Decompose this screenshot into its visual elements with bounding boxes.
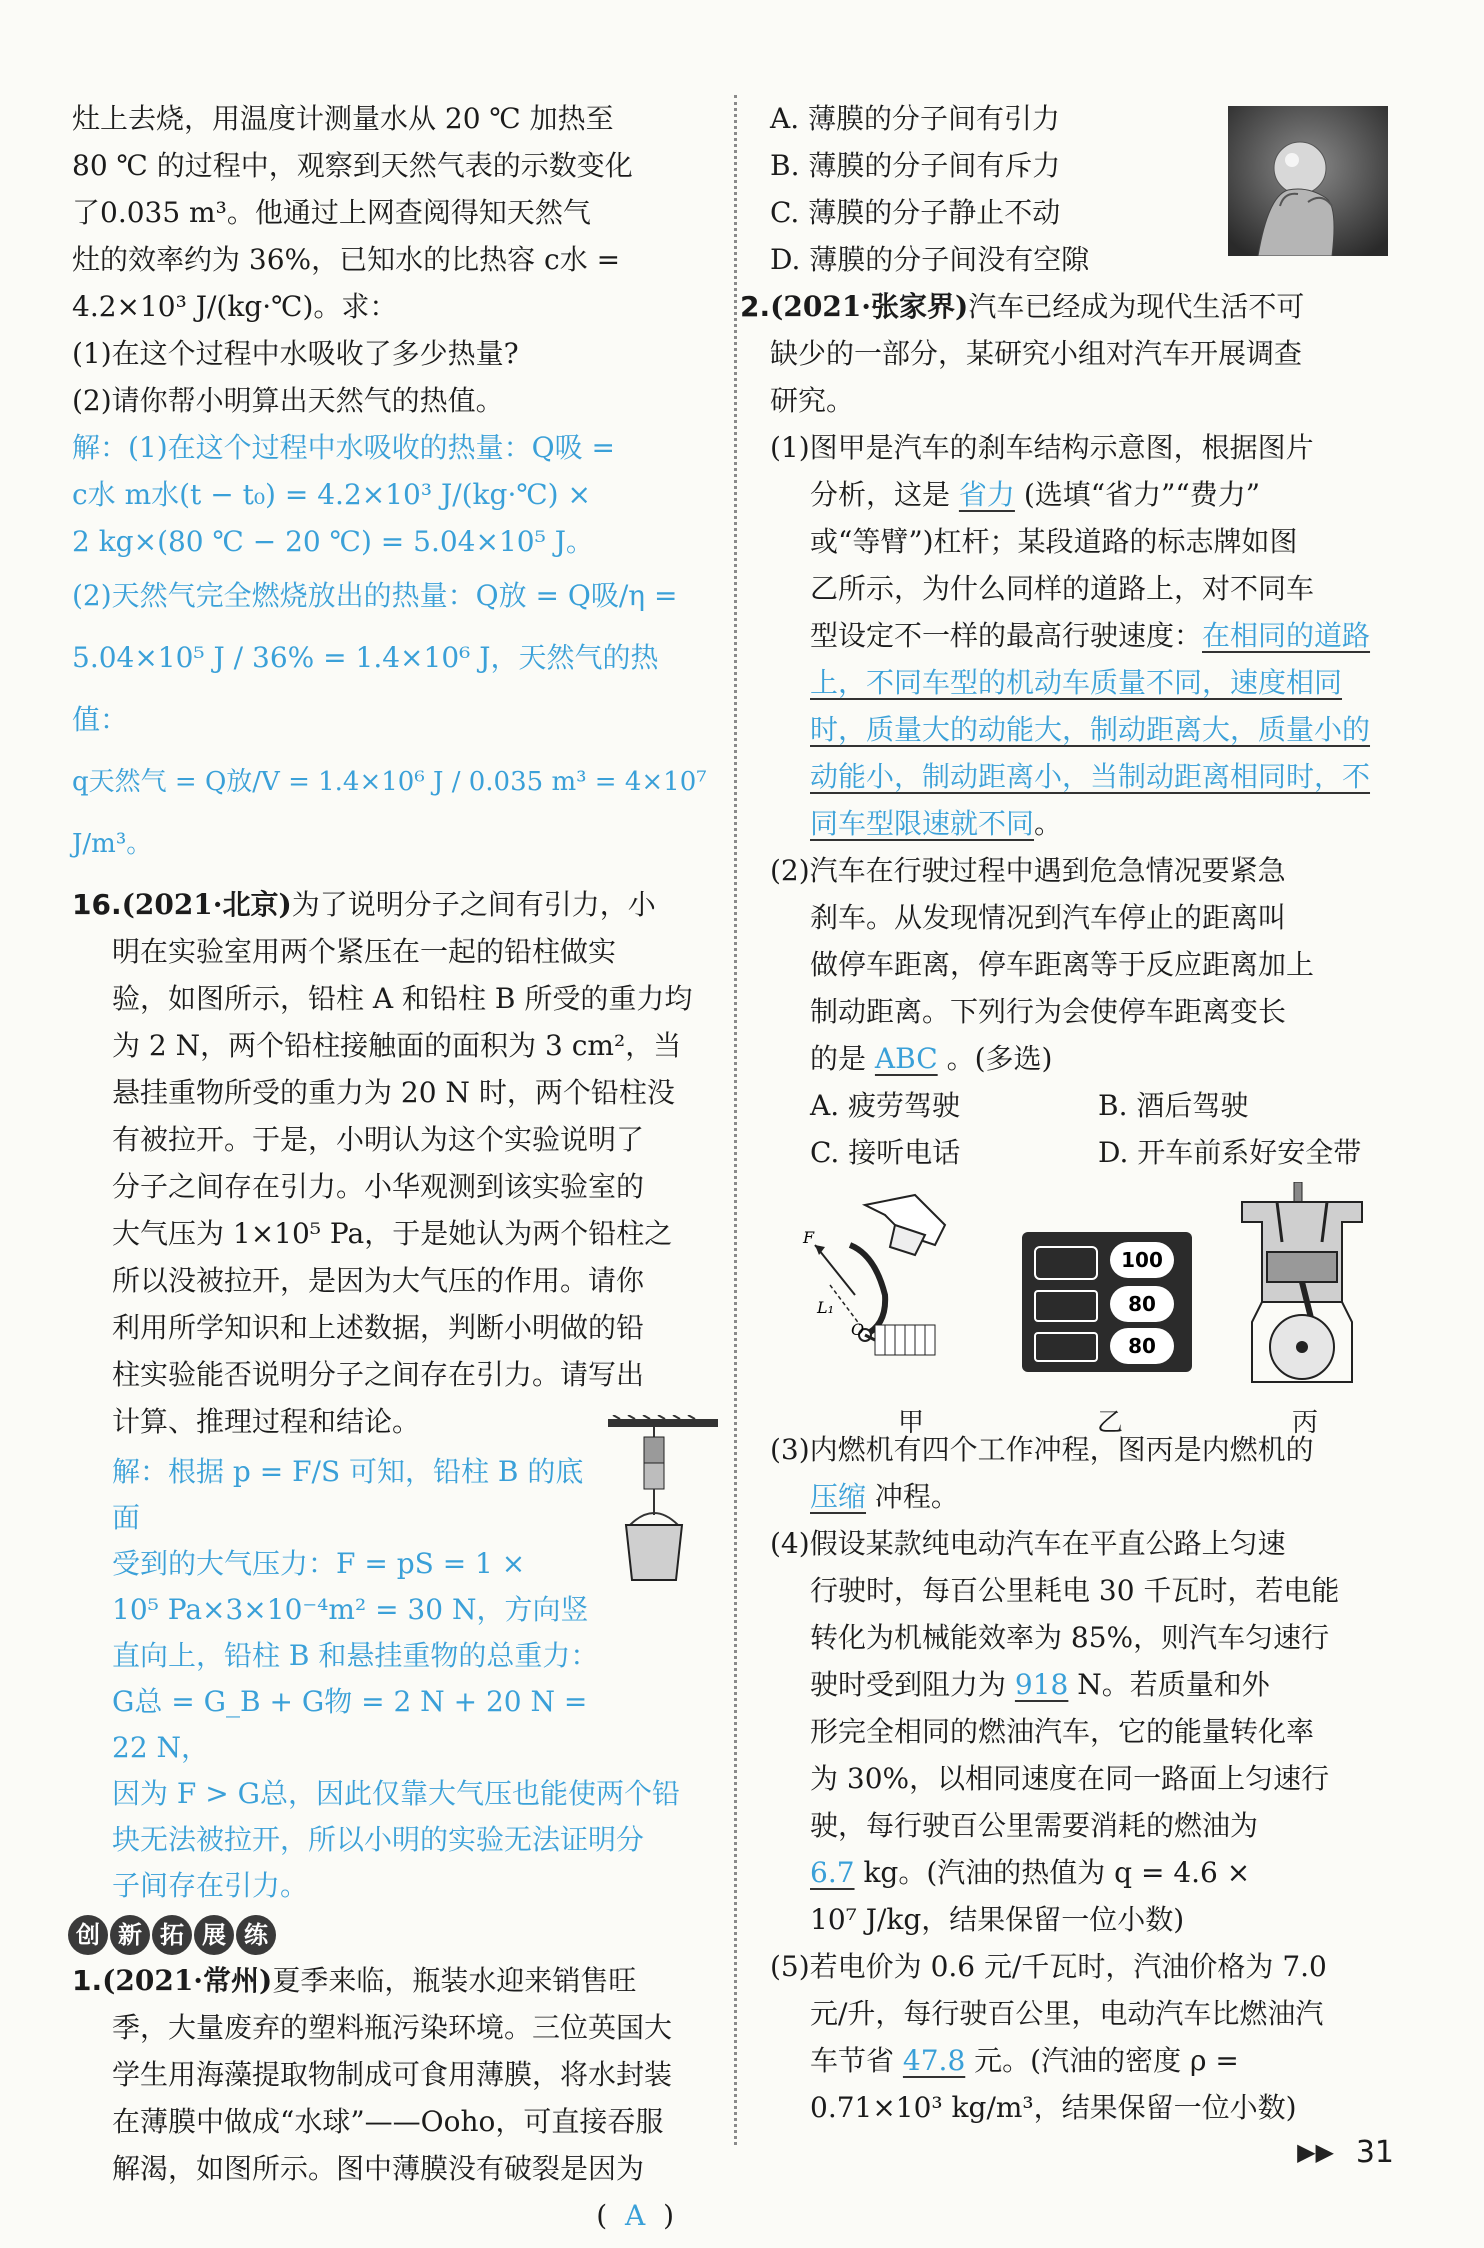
text-line: 80 ℃ 的过程中，观察到天然气表的示数变化 bbox=[72, 149, 633, 182]
truck-icon bbox=[1034, 1332, 1098, 1362]
text-run: 冲程。 bbox=[874, 1480, 959, 1513]
text-line: 4.2×10³ J/(kg·℃)。求： bbox=[72, 290, 398, 323]
text-run: kg。(汽油的热值为 q = 4.6 × bbox=[863, 1856, 1251, 1889]
fill-answer: 47.8 bbox=[902, 2044, 966, 2077]
option-a: A. 薄膜的分子间有引力 bbox=[770, 102, 1061, 135]
column-divider bbox=[734, 95, 737, 2145]
banner-char: 练 bbox=[236, 1915, 276, 1955]
problem-number: 16. bbox=[72, 888, 122, 921]
text-line: 转化为机械能效率为 85%，则汽车匀速行 bbox=[810, 1621, 1330, 1654]
answer-line: q天然气 = Q放/V = 1.4×10⁶ J / 0.035 m³ = 4×10⁷ J/m³。 bbox=[72, 767, 707, 859]
option-d: D. 薄膜的分子间没有空隙 bbox=[770, 243, 1090, 276]
text-run: 。(多选) bbox=[946, 1042, 1053, 1075]
text-run: (选填“省力”“费力” bbox=[1023, 478, 1261, 511]
answer-line: G总 = G_B + G物 = 2 N + 20 N = 22 N， bbox=[112, 1685, 588, 1764]
bus-icon bbox=[1034, 1290, 1098, 1322]
svg-text:F: F bbox=[803, 1228, 815, 1247]
text-line: 行驶时，每百公里耗电 30 千瓦时，若电能 bbox=[810, 1574, 1340, 1607]
question-2-2: (2)汽车在行驶过程中遇到危急情况要紧急 bbox=[770, 854, 1286, 887]
answer-line: 因为 F > G总，因此仅靠大气压也能使两个铅 bbox=[112, 1777, 680, 1810]
answer-line: (2)天然气完全燃烧放出的热量：Q放 = Q吸/η = bbox=[72, 579, 678, 612]
speed-value: 80 bbox=[1110, 1286, 1174, 1322]
problem-ext-1 bbox=[72, 1957, 714, 2239]
lead-cylinder-figure bbox=[608, 1415, 718, 1585]
text-run: N。若质量和外 bbox=[1077, 1668, 1270, 1701]
answer-line: 受到的大气压力：F = pS = 1 × bbox=[112, 1547, 526, 1580]
answer-line: 5.04×10⁵ J / 36% = 1.4×10⁶ J，天然气的热值： bbox=[72, 641, 659, 736]
text-line: 研究。 bbox=[770, 384, 855, 417]
section-banner bbox=[68, 1915, 276, 1955]
paren-open: ( bbox=[596, 2199, 608, 2232]
option-b: B. 薄膜的分子间有斥力 bbox=[770, 149, 1061, 182]
fill-answer: 6.7 bbox=[810, 1856, 855, 1889]
paren-close: ) bbox=[663, 2199, 674, 2232]
text-line: 利用所学知识和上述数据，判断小明做的铅 bbox=[112, 1311, 645, 1344]
question-2-3: (3)内燃机有四个工作冲程，图丙是内燃机的 bbox=[770, 1433, 1314, 1466]
text-line: 缺少的一部分，某研究小组对汽车开展调查 bbox=[770, 337, 1303, 370]
text-run: 型设定不一样的最高行驶速度： bbox=[810, 619, 1203, 652]
problem-source: (2021·北京) bbox=[121, 888, 292, 921]
svg-text:L₁: L₁ bbox=[817, 1298, 835, 1317]
text-run: 的是 bbox=[810, 1042, 867, 1075]
brake-lever-figure bbox=[795, 1185, 995, 1385]
question-2-4: (4)假设某款纯电动汽车在平直公路上匀速 bbox=[770, 1527, 1286, 1560]
text-run: 。 bbox=[1034, 807, 1063, 840]
text-line: 解渴，如图所示。图中薄膜没有破裂是因为 bbox=[112, 2152, 645, 2185]
text-line: 灶上去烧，用温度计测量水从 20 ℃ 加热至 bbox=[72, 102, 614, 135]
text-line: 明在实验室用两个紧压在一起的铅柱做实 bbox=[112, 935, 617, 968]
problem-15-intro bbox=[72, 95, 714, 330]
answer-16-cont bbox=[72, 1771, 714, 1909]
option-c: C. 薄膜的分子静止不动 bbox=[770, 196, 1061, 229]
text-line: 了0.035 m³。他通过上网查阅得知天然气 bbox=[72, 196, 591, 229]
svg-text:O: O bbox=[851, 1320, 865, 1339]
text-line: 刹车。从发现情况到汽车停止的距离叫 bbox=[810, 901, 1287, 934]
fill-answer: ABC bbox=[874, 1042, 938, 1075]
option-a: A. 疲劳驾驶 bbox=[810, 1089, 961, 1122]
text-line: 10⁷ J/kg，结果保留一位小数) bbox=[810, 1903, 1185, 1936]
text-line: 汽车已经成为现代生活不可 bbox=[968, 290, 1305, 323]
figure-label-yi: 乙 bbox=[1097, 1408, 1124, 1438]
speed-value: 80 bbox=[1110, 1328, 1174, 1364]
fill-answer: 省力 bbox=[958, 478, 1015, 511]
answer-line: 10⁵ Pa×3×10⁻⁴m² = 30 N，方向竖 bbox=[112, 1593, 589, 1626]
text-line: 所以没被拉开，是因为大气压的作用。请你 bbox=[112, 1264, 645, 1297]
answer-line: 2 kg×(80 ℃ − 20 ℃) = 5.04×10⁵ J。 bbox=[72, 525, 594, 558]
text-run: 分析，这是 bbox=[810, 478, 951, 511]
text-line: 为了说明分子之间有引力，小 bbox=[291, 888, 656, 921]
option-d: D. 开车前系好安全带 bbox=[1098, 1136, 1362, 1169]
speed-value: 100 bbox=[1110, 1242, 1174, 1278]
choice-value: A bbox=[625, 2199, 646, 2232]
text-line: 分子之间存在引力。小华观测到该实验室的 bbox=[112, 1170, 645, 1203]
banner-char: 展 bbox=[194, 1915, 234, 1955]
text-line: 计算、推理过程和结论。 bbox=[112, 1405, 421, 1438]
answer-line: 解：根据 p = F/S 可知，铅柱 B 的底面 bbox=[112, 1455, 584, 1534]
option-c: C. 接听电话 bbox=[810, 1136, 961, 1169]
problem-source: (2021·张家界) bbox=[770, 290, 969, 323]
banner-char: 创 bbox=[68, 1915, 108, 1955]
fill-answer: 918 bbox=[1014, 1668, 1069, 1701]
next-page-arrow-icon: ▶▶ bbox=[1297, 2138, 1334, 2166]
question-15-2: (2)请你帮小明算出天然气的热值。 bbox=[72, 384, 504, 417]
text-line: 或“等臂”)杠杆；某段道路的标志牌如图 bbox=[810, 525, 1298, 558]
text-line: 驶，每行驶百公里需要消耗的燃油为 bbox=[810, 1809, 1259, 1842]
figure-label-bing: 丙 bbox=[1292, 1408, 1319, 1438]
banner-char: 新 bbox=[110, 1915, 150, 1955]
text-line: 乙所示，为什么同样的道路上，对不同车 bbox=[810, 572, 1315, 605]
fill-answer-long: 在相同的道路上，不同车型的机动车质量不同，速度相同时，质量大的动能大，制动距离大，质量小的动能小，制动距离小，当制动距离相同时，不同车型限速就不同 bbox=[810, 619, 1371, 840]
text-line: 0.71×10³ kg/m³，结果保留一位小数) bbox=[810, 2091, 1297, 2124]
text-run: 驶时受到阻力为 bbox=[810, 1668, 1007, 1701]
question-2-1: (1)图甲是汽车的刹车结构示意图，根据图片 bbox=[770, 431, 1314, 464]
text-run: 元。(汽油的密度 ρ = bbox=[974, 2044, 1239, 2077]
problem-number: 1. bbox=[72, 1964, 103, 1997]
text-line: 季，大量废弃的塑料瓶污染环境。三位英国大 bbox=[112, 2011, 673, 2044]
text-line: 灶的效率约为 36%，已知水的比热容 c水 = bbox=[72, 243, 621, 276]
engine-cylinder-figure bbox=[1222, 1182, 1382, 1392]
page-number: 31 bbox=[1355, 2135, 1394, 2170]
text-line: 大气压为 1×10⁵ Pa，于是她认为两个铅柱之 bbox=[112, 1217, 673, 1250]
answer-15-1 bbox=[72, 424, 714, 565]
right-column bbox=[740, 95, 1386, 2131]
choice-answer bbox=[72, 2192, 714, 2239]
problem-number: 2. bbox=[740, 290, 771, 323]
options-2-2 bbox=[770, 1082, 1386, 1176]
figure-label-jia: 甲 bbox=[898, 1408, 925, 1438]
text-run: 车节省 bbox=[810, 2044, 895, 2077]
answer-line: c水 m水(t − t₀) = 4.2×10³ J/(kg·℃) × bbox=[72, 478, 591, 511]
text-line: 夏季来临，瓶装水迎来销售旺 bbox=[272, 1964, 637, 1997]
problem-16 bbox=[72, 881, 714, 1445]
answer-line: 解：(1)在这个过程中水吸收的热量：Q吸 = bbox=[72, 431, 615, 464]
fill-answer: 压缩 bbox=[810, 1480, 867, 1513]
text-line: 悬挂重物所受的重力为 20 N 时，两个铅柱没 bbox=[112, 1076, 675, 1109]
text-line: 制动距离。下列行为会使停车距离变长 bbox=[810, 995, 1287, 1028]
question-15-1: (1)在这个过程中水吸收了多少热量? bbox=[72, 337, 519, 370]
text-line: 元/升，每行驶百公里，电动汽车比燃油汽 bbox=[810, 1997, 1324, 2030]
text-line: 验，如图所示，铅柱 A 和铅柱 B 所受的重力均 bbox=[112, 982, 693, 1015]
option-b: B. 酒后驾驶 bbox=[1098, 1089, 1249, 1122]
text-line: 在薄膜中做成“水球”——Ooho，可直接吞服 bbox=[112, 2105, 664, 2138]
water-ball-photo bbox=[1228, 106, 1388, 256]
text-line: 学生用海藻提取物制成可食用薄膜，将水封装 bbox=[112, 2058, 673, 2091]
text-line: 为 30%，以相同速度在同一路面上匀速行 bbox=[810, 1762, 1330, 1795]
problem-source: (2021·常州) bbox=[102, 1964, 273, 1997]
banner-char: 拓 bbox=[152, 1915, 192, 1955]
left-column bbox=[72, 95, 714, 2239]
car-icon bbox=[1034, 1246, 1098, 1280]
answer-line: 子间存在引力。 bbox=[112, 1869, 309, 1902]
text-line: 做停车距离，停车距离等于反应距离加上 bbox=[810, 948, 1315, 981]
text-line: 柱实验能否说明分子之间存在引力。请写出 bbox=[112, 1358, 645, 1391]
answer-15-2 bbox=[72, 565, 714, 875]
speed-limit-sign bbox=[1022, 1232, 1192, 1372]
question-2-5: (5)若电价为 0.6 元/千瓦时，汽油价格为 7.0 bbox=[770, 1950, 1327, 1983]
text-line: 为 2 N，两个铅柱接触面的面积为 3 cm²，当 bbox=[112, 1029, 682, 1062]
answer-line: 块无法被拉开，所以小明的实验无法证明分 bbox=[112, 1823, 645, 1856]
answer-line: 直向上，铅柱 B 和悬挂重物的总重力： bbox=[112, 1639, 599, 1672]
text-line: 有被拉开。于是，小明认为这个实验说明了 bbox=[112, 1123, 645, 1156]
text-line: 形完全相同的燃油汽车，它的能量转化率 bbox=[810, 1715, 1315, 1748]
